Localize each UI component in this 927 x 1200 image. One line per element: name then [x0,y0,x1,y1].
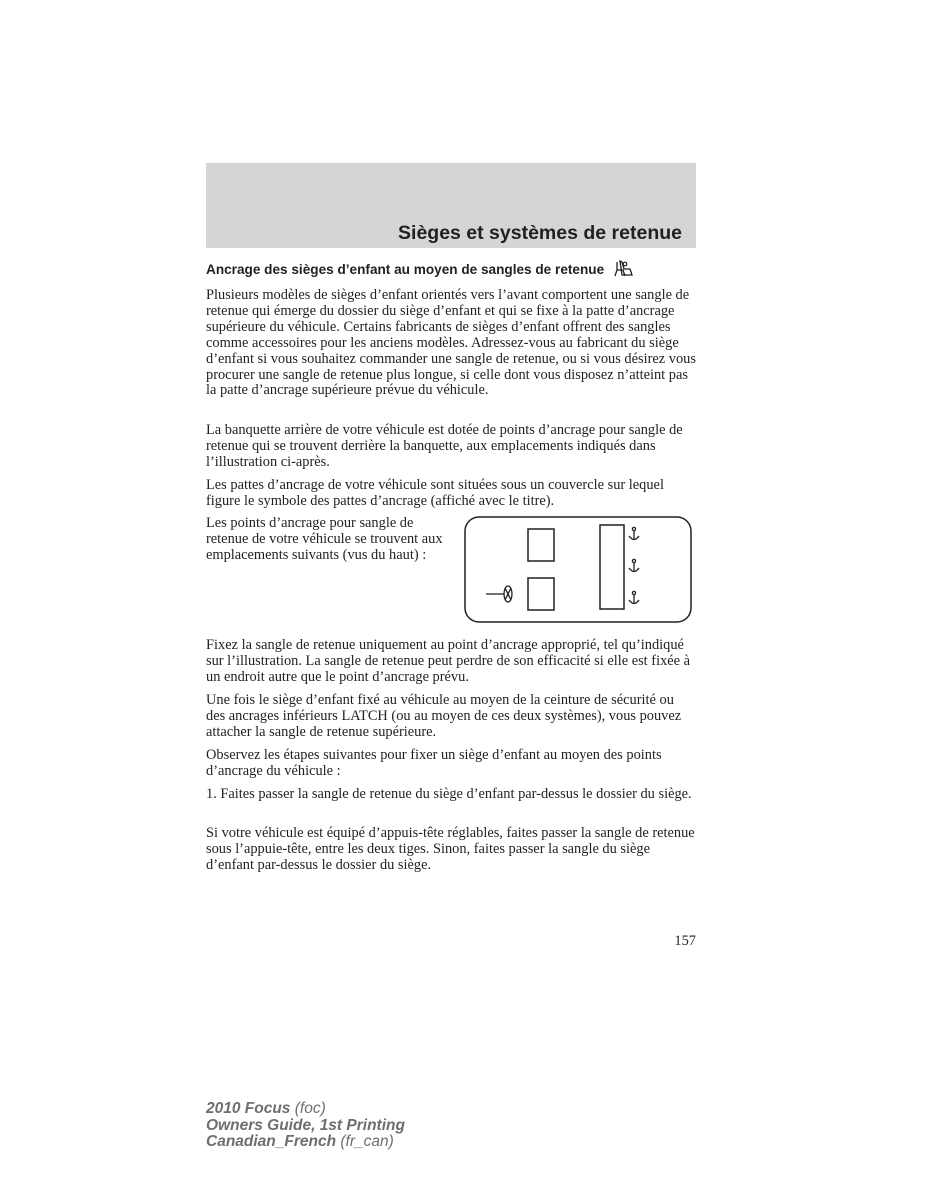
footer-language-code: (fr_can) [336,1133,394,1150]
paragraph-intro: Plusieurs modèles de sièges d’enfant orientés vers l’avant comportent une sangle de retenue qui émerge du dossier du siège d’enfant et qui se fixe à la patte d’ancrage supérieure du véhicule. Certains fabricants de sièges d’enfant offrent des sangles comme accessoires pour les anciens modèles. Adressez-vous au fabricant du siège d’enfant si vous souhaitez commander une sangle de retenue, ou si vous désirez vous procurer une sangle de retenue plus longue, si celle dont vous disposez n’atteint pas la patte d’ancrage supérieure prévue du véhicule. [206,287,696,399]
paragraph-headrest: Si votre véhicule est équipé d’appuis-tête réglables, faites passer la sangle de retenue sous l’appuie-tête, entre les deux tiges. Sinon, faites passer la sangle du siège d’enfant par-dessus le dossier du siège. [206,825,695,873]
paragraph-step-1: 1. Faites passer la sangle de retenue du siège d’enfant par-dessus le dossier du siège. [206,786,692,802]
page-number: 157 [674,933,696,949]
footer-language: Canadian_French [206,1133,337,1150]
paragraph-anchor-cover: Les pattes d’ancrage de votre véhicule sont situées sous un couvercle sur lequel figure le symbole des pattes d’ancrage (affiché avec le titre). [206,477,664,509]
paragraph-correct-anchor: Fixez la sangle de retenue uniquement au point d’ancrage approprié, tel qu’indiqué sur l’illustration. La sangle de retenue peut perdre de son efficacité si elle est fixée à un endroit autre que le point d’ancrage prévu. [206,637,691,685]
header-band [206,163,696,248]
anchor-icon [629,591,639,604]
paragraph-rear-bench: La banquette arrière de votre véhicule est dotée de points d’ancrage pour sangle de retenue qui se trouvent derrière la banquette, aux emplacements indiqués dans l’illustration ci-après. [206,422,683,470]
footer-print-info [206,1101,405,1151]
footer-guide: Owners Guide, 1st Printing [206,1116,405,1134]
rear-bench-icon [600,525,624,609]
paragraph-steps-intro: Observez les étapes suivantes pour fixer un siège d’enfant au moyen des points d’ancrage du véhicule : [206,747,662,779]
steering-wheel-icon [486,586,512,602]
seat-square-icon [528,529,554,561]
child-seat-tether-icon [612,260,634,284]
anchor-icon [629,559,639,572]
footer-model: 2010 Focus [206,1100,291,1117]
section-heading [206,260,696,284]
seat-square-icon [528,578,554,610]
anchor-location-diagram [464,516,692,623]
vehicle-outline [465,517,691,622]
paragraph-latch: Une fois le siège d’enfant fixé au véhicule au moyen de la ceinture de sécurité ou des ancrages inférieurs LATCH (ou au moyen de ces deux systèmes), vous pouvez attacher la sangle de retenue supérieure. [206,692,682,740]
anchor-icon [629,527,639,540]
section-heading-text: Ancrage des sièges d’enfant au moyen de sangles de retenue [206,262,605,277]
footer-model-code: (foc) [290,1100,326,1117]
page-title: Sièges et systèmes de retenue [398,222,682,244]
paragraph-anchor-locations: Les points d’ancrage pour sangle de retenue de votre véhicule se trouvent aux emplacements suivants (vus du haut) : [206,515,443,563]
